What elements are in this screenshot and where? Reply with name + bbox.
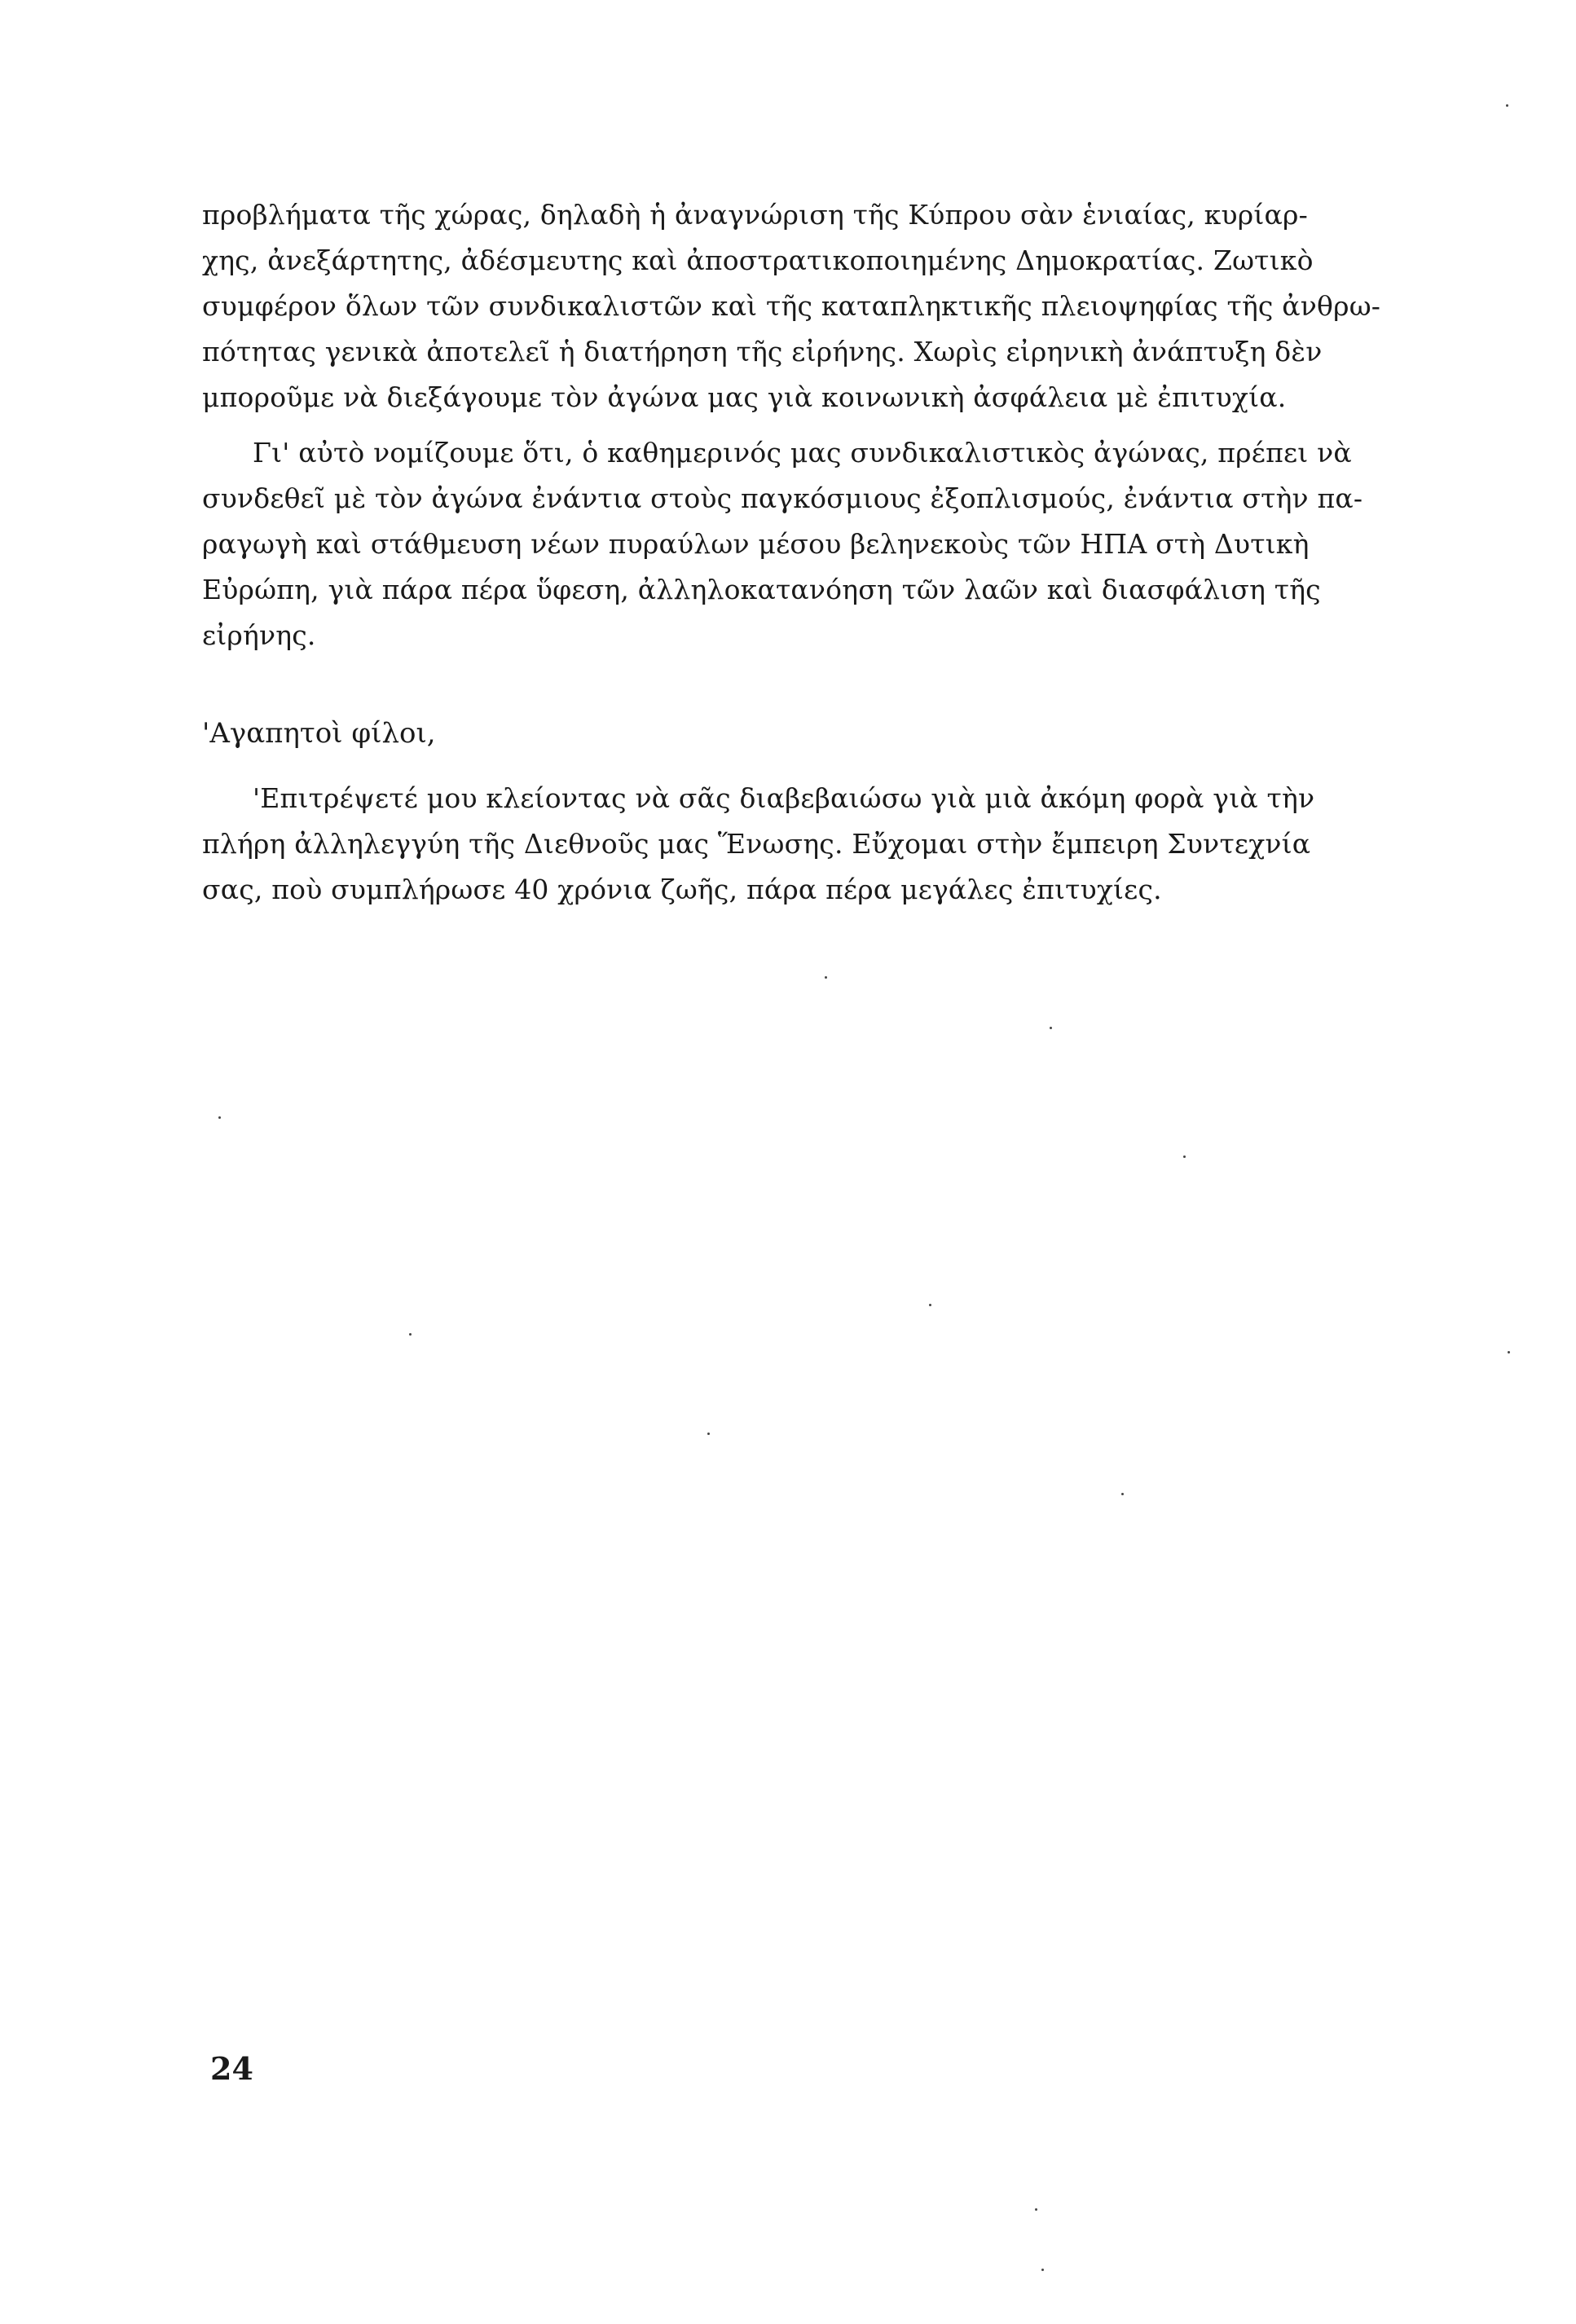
paragraph-2-line: συνδεθεῖ μὲ τὸν ἀγώνα ἐνάντια στοὺς παγκόσμιους ἐξοπλισμούς, ἐνάντια στὴν πα- [202, 482, 1363, 514]
scan-speck [1035, 2208, 1037, 2211]
scan-speck [1183, 1155, 1186, 1158]
scan-speck [1508, 1351, 1510, 1353]
page-number: 24 [210, 2050, 253, 2087]
paragraph-1-line: προβλήματα τῆς χώρας, δηλαδὴ ἡ ἀναγνώριση τῆς Κύπρου σὰν ἑνιαίας, κυρίαρ- [202, 199, 1308, 231]
scan-speck [409, 1333, 412, 1336]
paragraph-2-line: εἰρήνης. [202, 619, 316, 651]
paragraph-2-line: Εὐρώπη, γιὰ πάρα πέρα ὕφεση, ἀλληλοκατανόηση τῶν λαῶν καὶ διασφάλιση τῆς [202, 574, 1321, 605]
paragraph-2-line: ραγωγὴ καὶ στάθμευση νέων πυραύλων μέσου βεληνεκοὺς τῶν ΗΠΑ στὴ Δυτικὴ [202, 528, 1310, 560]
paragraph-3-line: 'Επιτρέψετέ μου κλείοντας νὰ σᾶς διαβεβαιώσω γιὰ μιὰ ἀκόμη φορὰ γιὰ τὴν [253, 782, 1315, 814]
paragraph-1-line: μποροῦμε νὰ διεξάγουμε τὸν ἀγώνα μας γιὰ κοινωνικὴ ἀσφάλεια μὲ ἐπιτυχία. [202, 381, 1287, 413]
scan-speck [1041, 2269, 1044, 2271]
paragraph-1 [202, 192, 1411, 420]
paragraph-3-line: πλήρη ἀλληλεγγύη τῆς Διεθνοῦς μας Ἕνωσης. Εὔχομαι στὴν ἔμπειρη Συντεχνία [202, 828, 1311, 860]
paragraph-3 [202, 776, 1411, 913]
salutation: 'Αγαπητοὶ φίλοι, [202, 717, 436, 750]
scan-speck [825, 976, 827, 979]
paragraph-1-line: πότητας γενικὰ ἀποτελεῖ ἡ διατήρηση τῆς εἰρήνης. Χωρὶς εἰρηνικὴ ἀνάπτυξη δὲν [202, 336, 1323, 368]
paragraph-1-line: συμφέρον ὅλων τῶν συνδικαλιστῶν καὶ τῆς καταπληκτικῆς πλειοψηφίας τῆς ἀνθρω- [202, 290, 1381, 322]
scan-speck [929, 1304, 931, 1306]
scan-speck [1050, 1027, 1052, 1029]
scan-speck [707, 1433, 710, 1435]
scan-speck [1506, 104, 1508, 107]
scan-speck [218, 1116, 221, 1119]
paragraph-2-line: Γι' αὐτὸ νομίζουμε ὅτι, ὁ καθημερινός μας συνδικαλιστικὸς ἀγώνας, πρέπει νὰ [253, 437, 1352, 469]
paragraph-1-line: χης, ἀνεξάρτητης, ἀδέσμευτης καὶ ἀποστρατικοποιημένης Δημοκρατίας. Ζωτικὸ [202, 244, 1314, 276]
paragraph-2 [202, 430, 1411, 658]
paragraph-3-line: σας, ποὺ συμπλήρωσε 40 χρόνια ζωῆς, πάρα πέρα μεγάλες ἐπιτυχίες. [202, 874, 1162, 905]
scan-speck [1121, 1493, 1124, 1495]
